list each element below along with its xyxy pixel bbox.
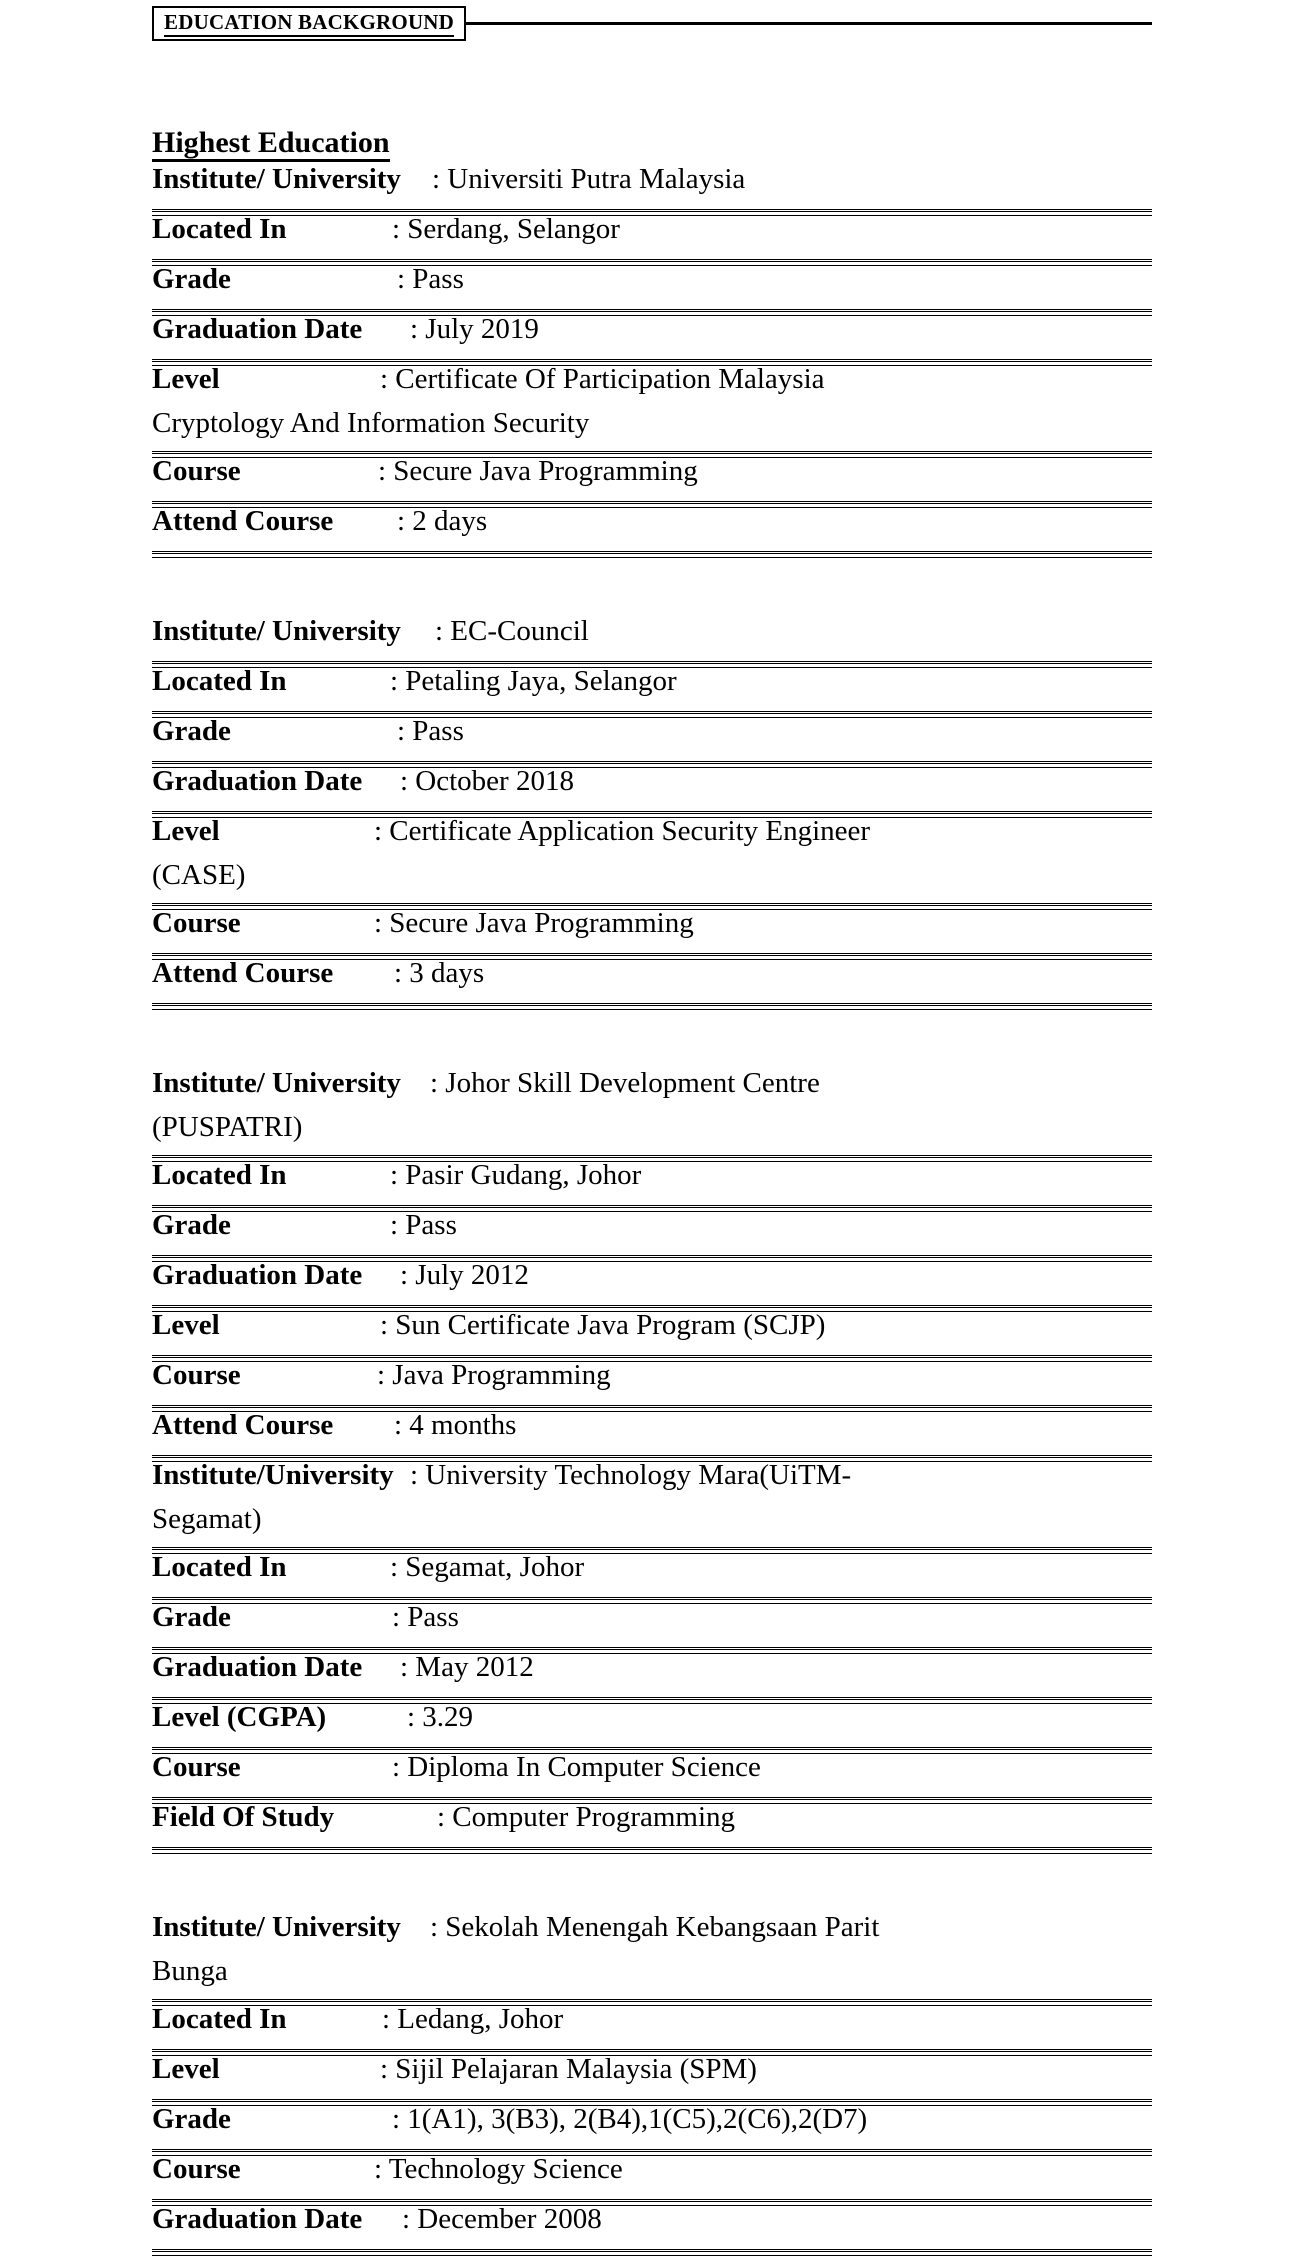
education-row-value: : 1(A1), 3(B3), 2(B4),1(C5),2(C6),2(D7) <box>392 2103 868 2135</box>
education-row-line <box>152 1911 1152 1955</box>
education-row-line <box>152 1551 1152 1595</box>
education-row <box>152 906 1152 956</box>
education-row-value: : Diploma In Computer Science <box>392 1751 761 1783</box>
education-row <box>152 2052 1152 2102</box>
education-row <box>152 1158 1152 1208</box>
education-row-value: : Sijil Pelajaran Malaysia (SPM) <box>380 2053 757 2085</box>
education-row <box>152 1408 1152 1458</box>
education-row-value: : 4 months <box>394 1409 517 1441</box>
education-row <box>152 1258 1152 1308</box>
education-row <box>152 2152 1152 2202</box>
education-row-label: Graduation Date <box>152 1651 363 1683</box>
education-row-value: : July 2012 <box>400 1259 529 1291</box>
education-row-label: Institute/ University <box>152 1067 401 1099</box>
education-row-value: : University Technology Mara(UiTM- <box>410 1459 852 1491</box>
education-row-line <box>152 765 1152 809</box>
education-row-line <box>152 1067 1152 1111</box>
education-row-value: : 3.29 <box>407 1701 474 1733</box>
education-row-label: Course <box>152 1751 241 1783</box>
education-row-value: : December 2008 <box>402 2203 602 2235</box>
education-row-line <box>152 1309 1152 1353</box>
education-row-value: : Certificate Of Participation Malaysia <box>380 363 825 395</box>
education-row-value: : Sekolah Menengah Kebangsaan Parit <box>430 1911 880 1943</box>
education-row-line <box>152 1751 1152 1795</box>
education-row-value: : 2 days <box>397 505 488 537</box>
education-row-value: : Computer Programming <box>437 1801 736 1833</box>
education-row-label: Attend Course <box>152 1409 334 1441</box>
education-row-value: : Pass <box>397 715 464 747</box>
education-row-label: Course <box>152 1359 241 1391</box>
education-row <box>152 1550 1152 1600</box>
education-row <box>152 262 1152 312</box>
education-row-value-continuation: Cryptology And Information Security <box>152 407 590 439</box>
education-row-label: Grade <box>152 2103 231 2135</box>
education-row-value: : Pass <box>397 263 464 295</box>
education-row-line <box>152 1259 1152 1303</box>
education-row-line <box>152 505 1152 549</box>
education-row-label: Level (CGPA) <box>152 1701 327 1733</box>
education-row <box>152 1600 1152 1650</box>
education-row-line <box>152 1409 1152 1453</box>
education-row-value: : Technology Science <box>374 2153 623 2185</box>
education-row-label: Field Of Study <box>152 1801 335 1833</box>
education-background-header <box>0 0 1290 78</box>
education-row-line <box>152 1651 1152 1695</box>
education-row-value-continuation: Segamat) <box>152 1503 262 1535</box>
education-row-label: Graduation Date <box>152 313 363 345</box>
education-row <box>152 454 1152 504</box>
education-content <box>0 78 1290 2252</box>
education-row-value: : May 2012 <box>400 1651 534 1683</box>
education-row-line <box>152 2053 1152 2097</box>
education-row <box>152 764 1152 814</box>
education-row-line <box>152 957 1152 1001</box>
education-row <box>152 504 1152 554</box>
education-row-value: : Serdang, Selangor <box>392 213 620 245</box>
education-row-line <box>152 163 1152 207</box>
education-row-line <box>152 715 1152 759</box>
education-row-value: : Java Programming <box>377 1359 611 1391</box>
education-row-value: : Sun Certificate Java Program (SCJP) <box>380 1309 826 1341</box>
education-row-label: Grade <box>152 263 231 295</box>
entry-separator-gap <box>152 554 1152 614</box>
education-row-label: Level <box>152 363 220 395</box>
education-row-label: Level <box>152 815 220 847</box>
education-row-line <box>152 1209 1152 1253</box>
education-row-label: Level <box>152 2053 220 2085</box>
education-row-line <box>152 615 1152 659</box>
entry-separator-gap <box>152 1006 1152 1066</box>
education-row <box>152 1208 1152 1258</box>
education-row-label: Graduation Date <box>152 1259 363 1291</box>
education-row-label: Located In <box>152 2003 287 2035</box>
education-row-label: Located In <box>152 1159 287 1191</box>
education-row-label: Institute/ University <box>152 163 401 195</box>
education-row-value: : Pasir Gudang, Johor <box>390 1159 642 1191</box>
education-row <box>152 1458 1152 1550</box>
education-row <box>152 2202 1152 2252</box>
education-row <box>152 1700 1152 1750</box>
education-row-label: Course <box>152 2153 241 2185</box>
education-row <box>152 1650 1152 1700</box>
education-row <box>152 2002 1152 2052</box>
education-row-label: Located In <box>152 213 287 245</box>
education-row-value: : Secure Java Programming <box>374 907 694 939</box>
education-row-label: Located In <box>152 1551 287 1583</box>
education-row <box>152 814 1152 906</box>
highest-education-heading: Highest Education <box>152 128 390 162</box>
education-entries <box>152 162 1152 2252</box>
education-row-line <box>152 1601 1152 1645</box>
education-row-line <box>152 2003 1152 2047</box>
education-row-line <box>152 907 1152 951</box>
education-row-label: Grade <box>152 1601 231 1633</box>
education-row-value: : Segamat, Johor <box>390 1551 585 1583</box>
education-row-line <box>152 213 1152 257</box>
education-row-value: : Ledang, Johor <box>382 2003 564 2035</box>
education-row <box>152 362 1152 454</box>
education-row-line <box>152 1701 1152 1745</box>
highest-education-heading-wrap <box>152 78 1152 162</box>
education-row <box>152 664 1152 714</box>
entry-jsdc-uitm <box>152 1066 1152 1850</box>
education-row <box>152 614 1152 664</box>
education-row-label: Course <box>152 907 241 939</box>
education-row-value: : EC-Council <box>435 615 589 647</box>
education-row-value-continuation: (CASE) <box>152 859 246 891</box>
education-row-value: : Certificate Application Security Engineer <box>374 815 871 847</box>
education-row <box>152 1750 1152 1800</box>
education-background-box <box>152 6 466 41</box>
education-row-line <box>152 263 1152 307</box>
education-row-value: : Petaling Jaya, Selangor <box>390 665 677 697</box>
education-row-value: : 3 days <box>394 957 485 989</box>
education-row <box>152 956 1152 1006</box>
education-background-label: EDUCATION BACKGROUND <box>164 12 454 37</box>
entry-separator-gap <box>152 1850 1152 1910</box>
education-row-line <box>152 1359 1152 1403</box>
education-row-line <box>152 455 1152 499</box>
education-row-label: Grade <box>152 715 231 747</box>
education-row-label: Located In <box>152 665 287 697</box>
education-row-label: Institute/ University <box>152 1911 401 1943</box>
entry-upm <box>152 162 1152 554</box>
education-row-line <box>152 363 1152 407</box>
education-row <box>152 1066 1152 1158</box>
education-row-value: : Secure Java Programming <box>378 455 698 487</box>
education-row-label: Graduation Date <box>152 2203 363 2235</box>
education-row-value-continuation: Bunga <box>152 1955 228 1987</box>
education-row-label: Institute/ University <box>152 615 401 647</box>
education-row-label: Institute/University <box>152 1459 394 1491</box>
education-row-value: : Universiti Putra Malaysia <box>432 163 746 195</box>
education-row <box>152 312 1152 362</box>
education-row-label: Attend Course <box>152 505 334 537</box>
entry-ec-council <box>152 614 1152 1006</box>
education-row-label: Course <box>152 455 241 487</box>
education-row-line <box>152 2103 1152 2147</box>
education-row-label: Attend Course <box>152 957 334 989</box>
education-row-value: : Johor Skill Development Centre <box>430 1067 820 1099</box>
education-row-value: : July 2019 <box>410 313 539 345</box>
education-row <box>152 1800 1152 1850</box>
education-row-value: : Pass <box>392 1601 459 1633</box>
education-row-line <box>152 815 1152 859</box>
education-row-line <box>152 2203 1152 2247</box>
education-row-value-continuation: (PUSPATRI) <box>152 1111 303 1143</box>
education-row-line <box>152 313 1152 357</box>
education-row <box>152 1308 1152 1358</box>
education-row <box>152 1910 1152 2002</box>
education-row-line <box>152 2153 1152 2197</box>
entry-smk-parit-bunga <box>152 1910 1152 2252</box>
education-row-value: : October 2018 <box>400 765 574 797</box>
education-row <box>152 2102 1152 2152</box>
education-row-line <box>152 1801 1152 1845</box>
education-row-value: : Pass <box>390 1209 457 1241</box>
education-row <box>152 1358 1152 1408</box>
education-row-label: Graduation Date <box>152 765 363 797</box>
education-row-line <box>152 665 1152 709</box>
education-row <box>152 162 1152 212</box>
education-row <box>152 212 1152 262</box>
education-row-label: Grade <box>152 1209 231 1241</box>
education-row <box>152 714 1152 764</box>
education-row-line <box>152 1159 1152 1203</box>
education-row-line <box>152 1459 1152 1503</box>
education-row-label: Level <box>152 1309 220 1341</box>
